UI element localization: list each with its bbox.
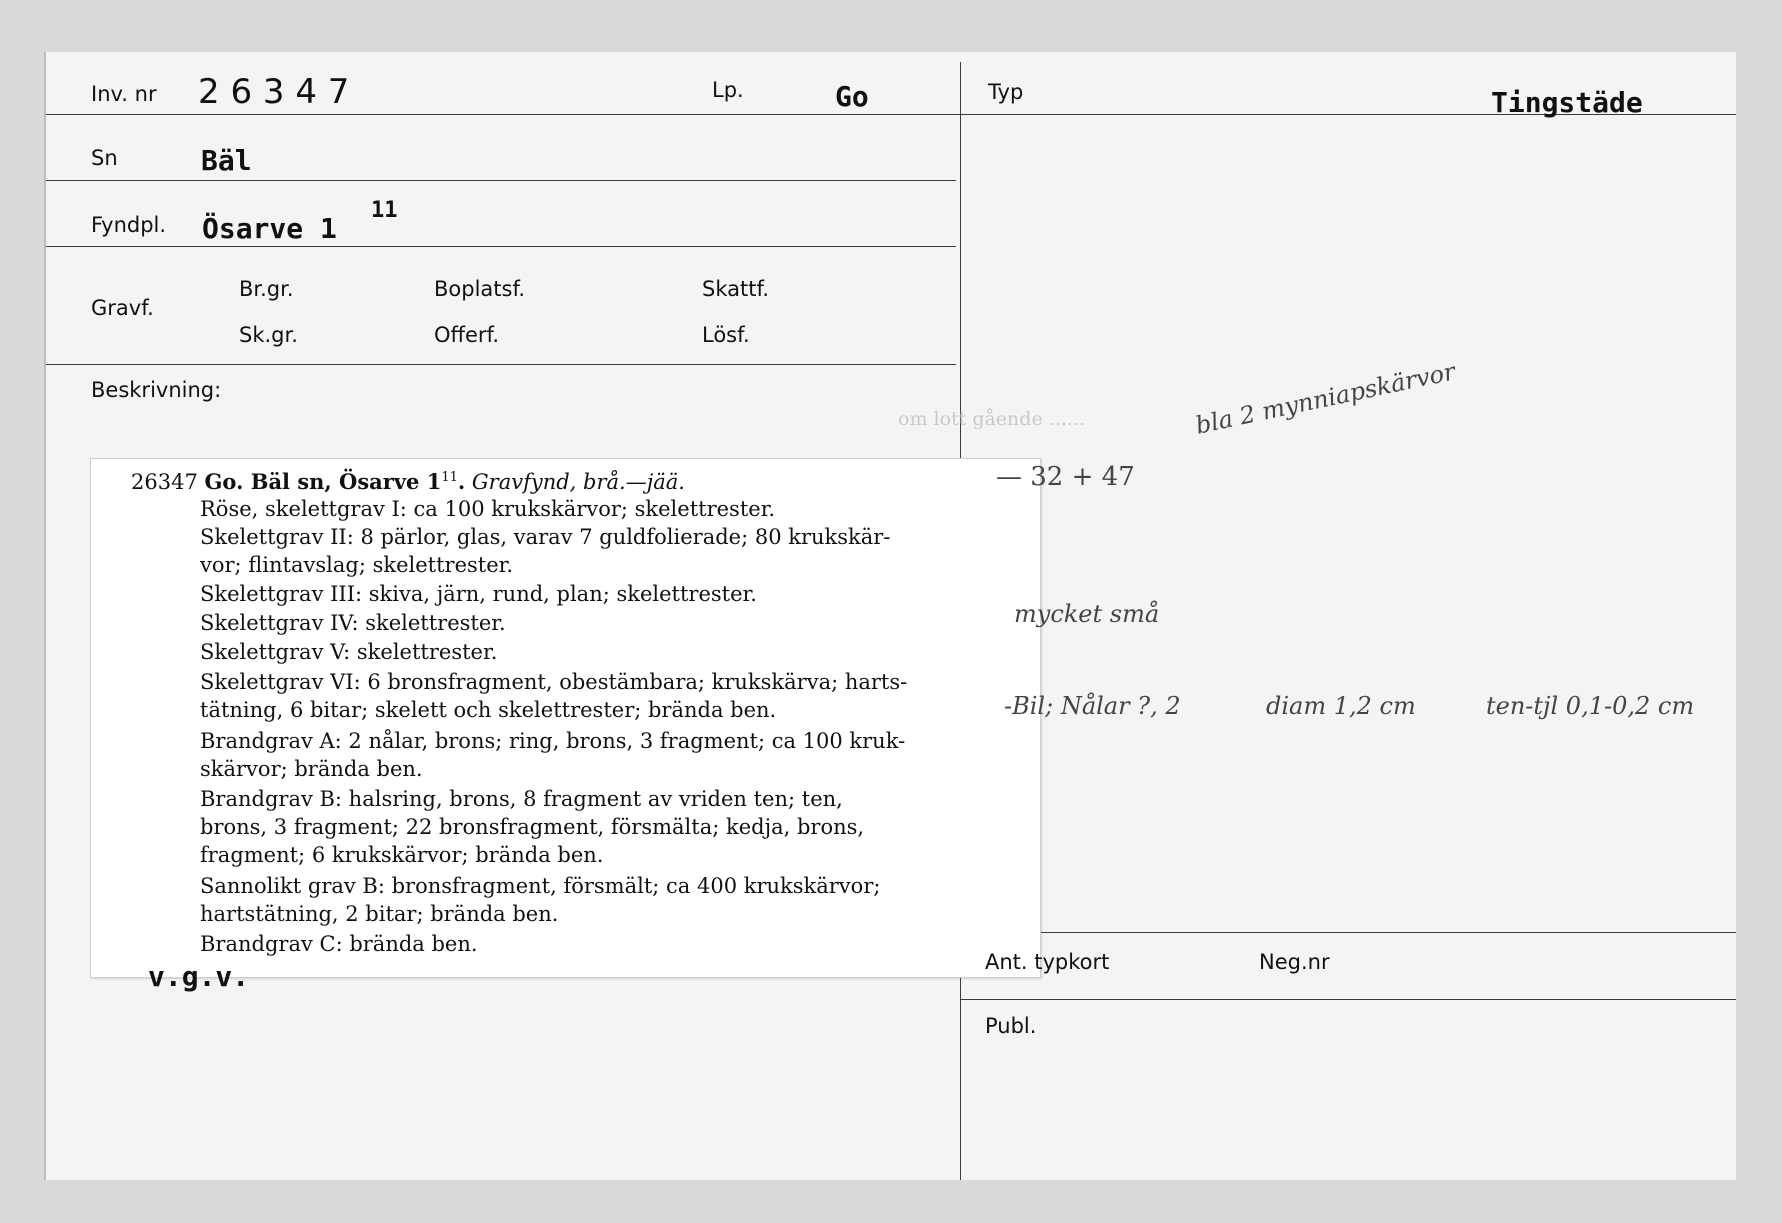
slip-line-16: hartstätning, 2 bitar; brända ben. bbox=[200, 902, 559, 926]
boplatsf-label: Boplatsf. bbox=[434, 277, 526, 301]
slip-line-15: Sannolikt grav B: bronsfragment, försmält; ca 400 krukskärvor; bbox=[200, 874, 881, 898]
rule-footer-top bbox=[960, 932, 1736, 933]
bleed-through-text: om lott gående ...... bbox=[898, 408, 1085, 430]
rule-grav bbox=[46, 364, 956, 365]
beskrivning-label: Beskrivning: bbox=[91, 378, 222, 402]
losf-label: Lösf. bbox=[702, 323, 750, 347]
slip-line-2: Röse, skelettgrav I: ca 100 krukskärvor; skelettrester. bbox=[200, 497, 776, 521]
lp-label: Lp. bbox=[712, 78, 744, 102]
vgv-note: v.g.v. bbox=[148, 960, 250, 993]
rule-footer-mid bbox=[960, 999, 1736, 1000]
slip-line-14: fragment; 6 krukskärvor; brända ben. bbox=[200, 843, 604, 867]
rule-sn bbox=[46, 180, 956, 181]
typ-value: Tingstäde bbox=[1491, 86, 1643, 119]
slip-line-17: Brandgrav C: brända ben. bbox=[200, 932, 478, 956]
handwritten-note-6: ten-tjl 0,1-0,2 cm bbox=[1486, 692, 1695, 720]
slip-line-8: Skelettgrav VI: 6 bronsfragment, obestämbara; krukskärva; harts- bbox=[200, 670, 908, 694]
neg-nr-label: Neg.nr bbox=[1259, 950, 1330, 974]
rule-fyndpl bbox=[46, 246, 956, 247]
offerf-label: Offerf. bbox=[434, 323, 500, 347]
brgr-label: Br.gr. bbox=[239, 277, 294, 301]
slip-line-11: skärvor; brända ben. bbox=[200, 757, 423, 781]
catalog-card bbox=[44, 52, 1736, 1180]
fyndpl-superscript: 11 bbox=[371, 198, 398, 223]
typ-label: Typ bbox=[988, 80, 1024, 104]
slip-line-3: Skelettgrav II: 8 pärlor, glas, varav 7 guldfolierade; 80 krukskär- bbox=[200, 525, 891, 549]
inv-value: 2 6 3 4 7 bbox=[198, 72, 350, 112]
slip-line-13: brons, 3 fragment; 22 bronsfragment, försmälta; kedja, brons, bbox=[200, 815, 865, 839]
slip-line-12: Brandgrav B: halsring, brons, 8 fragment av vriden ten; ten, bbox=[200, 787, 843, 811]
fyndpl-value: Ösarve 1 bbox=[202, 212, 337, 245]
skattf-label: Skattf. bbox=[702, 277, 769, 301]
slip-line-7: Skelettgrav V: skelettrester. bbox=[200, 640, 498, 664]
sn-value: Bäl bbox=[201, 144, 252, 177]
handwritten-note-5: diam 1,2 cm bbox=[1266, 692, 1416, 720]
gravf-label: Gravf. bbox=[91, 296, 154, 320]
skgr-label: Sk.gr. bbox=[239, 323, 298, 347]
handwritten-note-1: bla 2 mynniapskärvor bbox=[1193, 357, 1458, 440]
handwritten-note-3: mycket små bbox=[1014, 600, 1160, 628]
slip-line-9: tätning, 6 bitar; skelett och skelettrester; brända ben. bbox=[200, 698, 777, 722]
inv-label: Inv. nr bbox=[91, 82, 157, 106]
slip-line-1: 26347 Go. Bäl sn, Ösarve $1^{11}$. Gravfynd, brå.—jää. bbox=[131, 469, 685, 494]
slip-line-10: Brandgrav A: 2 nålar, brons; ring, brons, 3 fragment; ca 100 kruk- bbox=[200, 729, 906, 753]
ant-typkort-label: Ant. typkort bbox=[985, 950, 1110, 974]
sn-label: Sn bbox=[91, 146, 118, 170]
lp-value: Go bbox=[835, 80, 869, 113]
slip-line-4: vor; flintavslag; skelettrester. bbox=[200, 553, 514, 577]
slip-line-6: Skelettgrav IV: skelettrester. bbox=[200, 611, 506, 635]
fyndpl-label: Fyndpl. bbox=[91, 213, 167, 237]
description-slip bbox=[90, 458, 1041, 978]
handwritten-note-4: -Bil; Nålar ?, 2 bbox=[1004, 692, 1181, 720]
publ-label: Publ. bbox=[985, 1014, 1037, 1038]
handwritten-note-2: — 32 + 47 bbox=[996, 462, 1135, 492]
slip-line-5: Skelettgrav III: skiva, järn, rund, plan; skelettrester. bbox=[200, 582, 757, 606]
rule-top bbox=[46, 114, 1736, 115]
